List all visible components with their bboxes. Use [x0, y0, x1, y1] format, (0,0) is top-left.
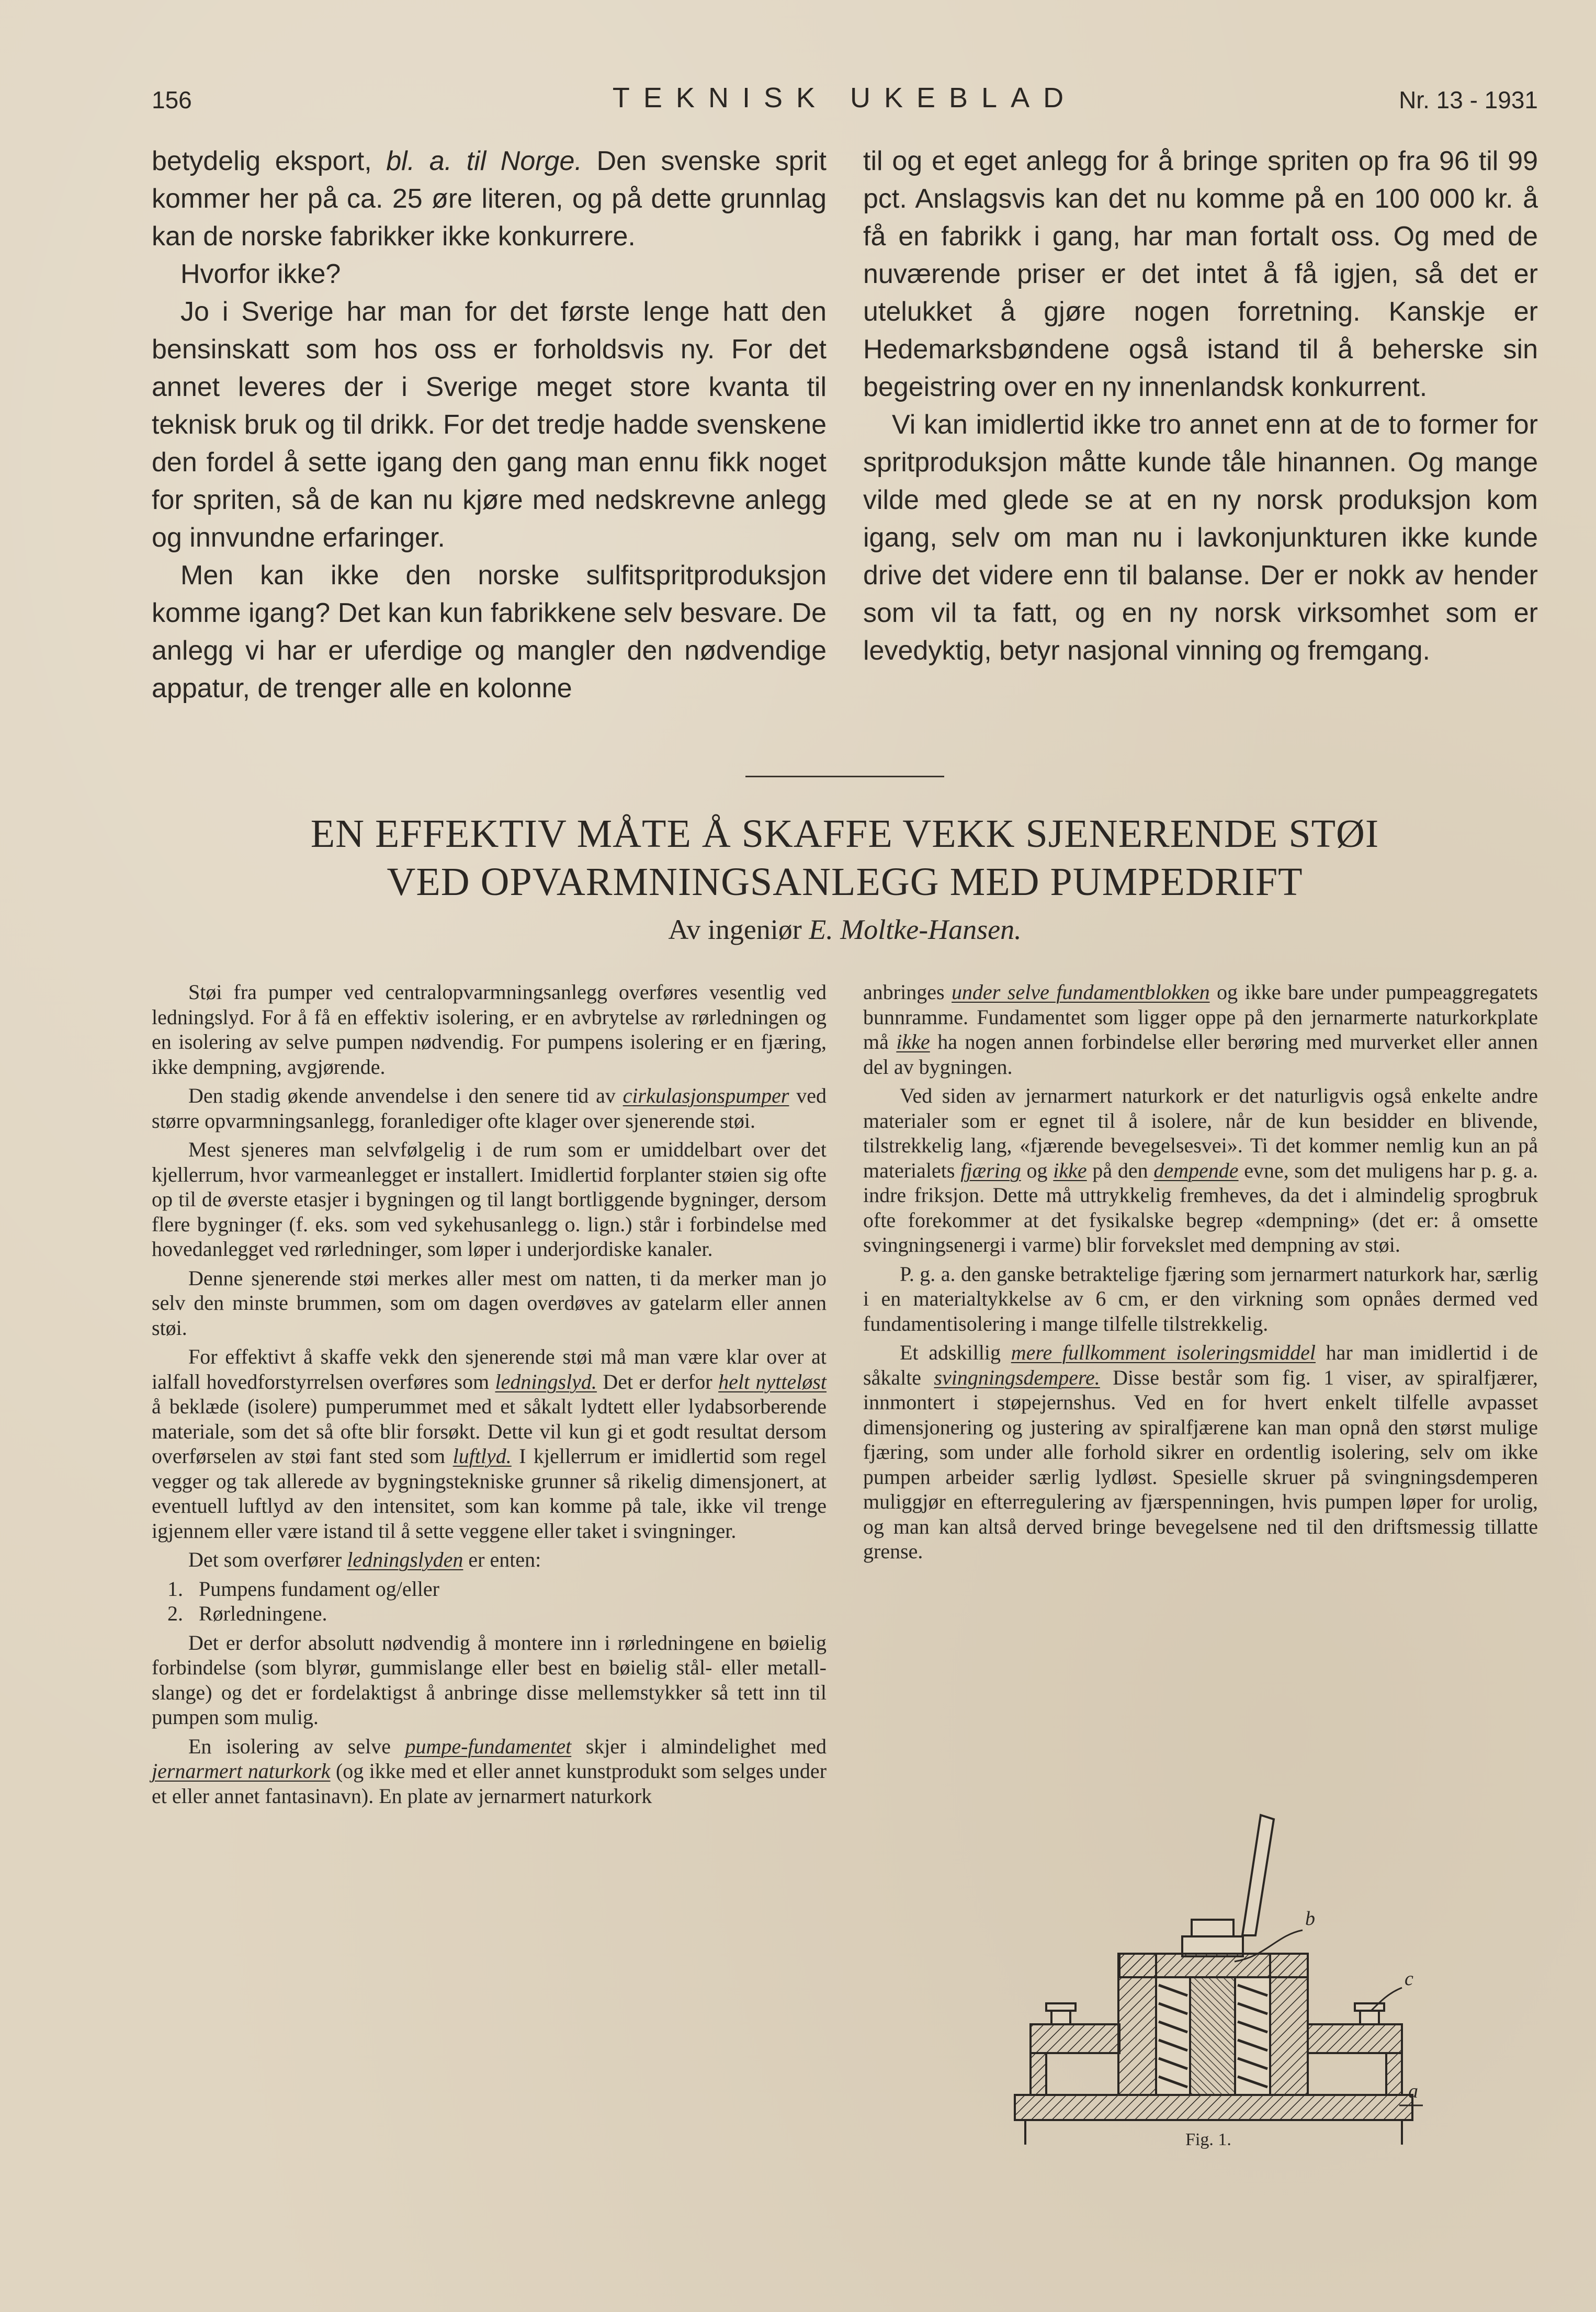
damper-drawing: [1015, 1815, 1423, 2145]
paragraph: Den stadig økende anvendelse i den senere tid av cirkulasjonspumper ved større opvarmningsanlegg, foranlediger ofte klager over sjenerende støi.: [152, 1084, 827, 1132]
paragraph: En isolering av selve pumpe-fundamentet skjer i almindelighet med jernarmert naturkork (og ikke med et eller annet kunstprodukt som selges under et eller annet fantasinavn). En plate av jernarmert naturkork: [152, 1734, 827, 1808]
paragraph: P. g. a. den ganske betraktelige fjæring som jernarmert naturkork har, særlig i en materialtykkelse av 6 cm, er den virkning som opnåes dermed ved fundamentisolering i mange tilfelle tilstrekkelig.: [863, 1262, 1538, 1335]
figure-label-a: a: [1408, 2080, 1418, 2102]
section-separator: [745, 776, 944, 777]
paragraph: Men kan ikke den norske sulfitspritproduksjon komme igang? Det kan kun fabrikkene selv besvare. De anlegg vi har er uferdige og mangler den nødvendige appatur, de trenger alle en kolonne: [152, 560, 827, 704]
paragraph: Hvorfor ikke?: [180, 259, 341, 289]
issue-number: Nr. 13 - 1931: [1399, 86, 1538, 114]
top-left-column: [152, 142, 827, 707]
list-item: 2. Rørledningene.: [188, 1601, 827, 1626]
byline: Av ingeniør E. Moltke-Hansen.: [668, 914, 1022, 945]
journal-name: TEKNISK UKEBLAD: [612, 82, 1078, 114]
running-head: [152, 78, 1538, 120]
paragraph: Det som overfører ledningslyden er enten:: [188, 1548, 541, 1571]
paragraph: Mest sjeneres man selvfølgelig i de rum som er umiddelbart over det kjellerrum, hvor varmeanlegget er installert. Imidlertid forplanter støien sig ofte op til de øverste etasjer i bygningen og til langt bortliggende bygninger, dersom flere bygninger (f. eks. som ved sykehusanlegg o. lign.) står i forbindelse med hovedanlegget ved rørledninger, som løper i underjordiske kanaler.: [152, 1138, 827, 1261]
paragraph: For effektivt å skaffe vekk den sjenerende støi må man være klar over at ialfall hovedforstyrrelsen overføres som ledningslyd. Det er derfor helt nytteløst å beklæde (isolere) pumperummet med et såkalt lydtett eller lydabsorberende materiale, som det så ofte blir forsøkt. Dette vil kun gi et godt resultat dersom overførselen av støi fant sted som luftlyd. I kjellerrum er imidlertid som regel vegger og tak allerede av bygningstekniske grunner så rikelig dimensjonert, at eventuell luftlyd av den intensitet, som kan komme på tale, ikke vil trenge igjennem eller være istand til å sette veggene eller taket i svingninger.: [152, 1345, 827, 1543]
paragraph: Jo i Sverige har man for det første lenge hatt den bensinskatt som hos oss er forholdsvis ny. For det annet leveres der i Sverige meget store kvanta til teknisk bruk og til drikk. For det tredje hadde svenskene den fordel å sette igang den gang man ennu fikk noget for spriten, så de kan nu kjøre med nedskrevne anlegg og innvundne erfaringer.: [152, 297, 827, 553]
paragraph: Vi kan imidlertid ikke tro annet enn at de to former for spritproduksjon måtte kunde tåle hinannen. Og mange vilde med glede se at en ny norsk produksjon kom igang, selv om man nu i lavkonjunkturen ikke kunde drive det videre enn til balanse. Der er nokk av hender som vil ta fatt, og en ny norsk virksomhet som er levedyktig, betyr nasjonal vinning og fremgang.: [863, 410, 1538, 666]
figure-label-c: c: [1405, 1968, 1413, 1990]
paragraph: betydelig eksport, bl. a. til Norge. Den svenske sprit kommer her på ca. 25 øre literen, og på dette grunnlag kan de norske fabrikker ikke konkurrere.: [152, 146, 827, 252]
list-item: 1. Pumpens fundament og/eller: [188, 1577, 827, 1602]
paragraph: Denne sjenerende støi merkes aller mest om natten, ti da merker man jo selv den minste brummen, som om dagen overdøves av gatelarm eller annen støi.: [152, 1266, 827, 1340]
article-right-column: [863, 980, 1538, 1568]
article-title: [152, 810, 1538, 906]
vibration-damper-figure: [983, 1805, 1433, 2160]
paragraph: Et adskillig mere fullkomment isoleringsmiddel har man imidlertid i de såkalte svingningsdempere. Disse består som fig. 1 viser, av spiralfjærer, innmontert i støpejernshus. Ved en for hvert enkelt tilfelle avpasset dimensjonering og justering av spiralfjærene kan man opnå den størst mulige fjæring, som under alle forhold sikrer en ordentlig isolering, selv om ikke pumpen arbeider særlig lydløst. Spesielle skruer på svingningsdemperen muliggjør en efterregulering av fjærspenningen, hvis pumpen løper for urolig, og man kan altså derved bringe bevegelsene ned til den driftsmessig tillatte grense.: [863, 1341, 1538, 1563]
top-right-column: [863, 142, 1538, 670]
paragraph: anbringes under selve fundamentblokken og ikke bare under pumpeaggregatets bunnramme. Fundamentet som ligger oppe på den jernarmerte naturkorkplate må ikke ha nogen annen forbindelse eller berøring med murverket eller annen del av bygningen.: [863, 980, 1538, 1079]
paragraph: til og et eget anlegg for å bringe spriten op fra 96 til 99 pct. Anslagsvis kan det nu komme på en 100 000 kr. å få en fabrikk i gang, har man fortalt oss. Og med de nuværende priser er det intet å få igjen, så det er utelukket å gjøre nogen forretning. Kanskje er Hedemarksbøndene også istand til å beherske sin begeistring over en ny innenlandsk konkurrent.: [863, 146, 1538, 402]
title-line-1: EN EFFEKTIV MÅTE Å SKAFFE VEKK SJENERENDE STØI: [310, 812, 1379, 856]
paragraph: Det er derfor absolutt nødvendig å montere inn i rørledningene en bøielig forbindelse (som blyrør, gummislange eller best en bøielig stål- eller metall-slange) og det er fordelaktigst å anbringe disse mellemstykker så tett inn til pumpen som mulig.: [152, 1630, 827, 1729]
title-line-2: VED OPVARMNINGSANLEGG MED PUMPEDRIFT: [387, 860, 1303, 904]
numbered-list: [152, 1577, 827, 1626]
article-left-column: [152, 980, 827, 1812]
abstract-paragraph: Støi fra pumper ved centralopvarmningsanlegg overføres vesentlig ved ledningslyd. For å få en effektiv isolering, er en avbrytelse av rørledningen og en isolering av selve pumpen nødvendig. For pumpens isolering er en fjæring, ikke dempning, avgjørende.: [152, 980, 827, 1079]
figure-caption: Fig. 1.: [1185, 2130, 1231, 2149]
paragraph: Ved siden av jernarmert naturkork er det naturligvis også enkelte andre materialer som er egnet til å isolere, når de kun besidder en blivende, tilstrekkelig lang, «fjærende bevegelsesvei». Ti det kommer nemlig kun an på materialets fjæring og ikke på den dempende evne, som det muligens har p. g. a. indre friksjon. Dette må uttrykkelig fremheves, da det i almindelig sprogbruk ofte forekommer at det fysikalske begrep «dempning» (det er: å omsette svingningsenergi i varme) blir forvekslet med dempning av støi.: [863, 1084, 1538, 1256]
page-number: 156: [152, 86, 192, 114]
figure-label-b: b: [1305, 1908, 1315, 1930]
